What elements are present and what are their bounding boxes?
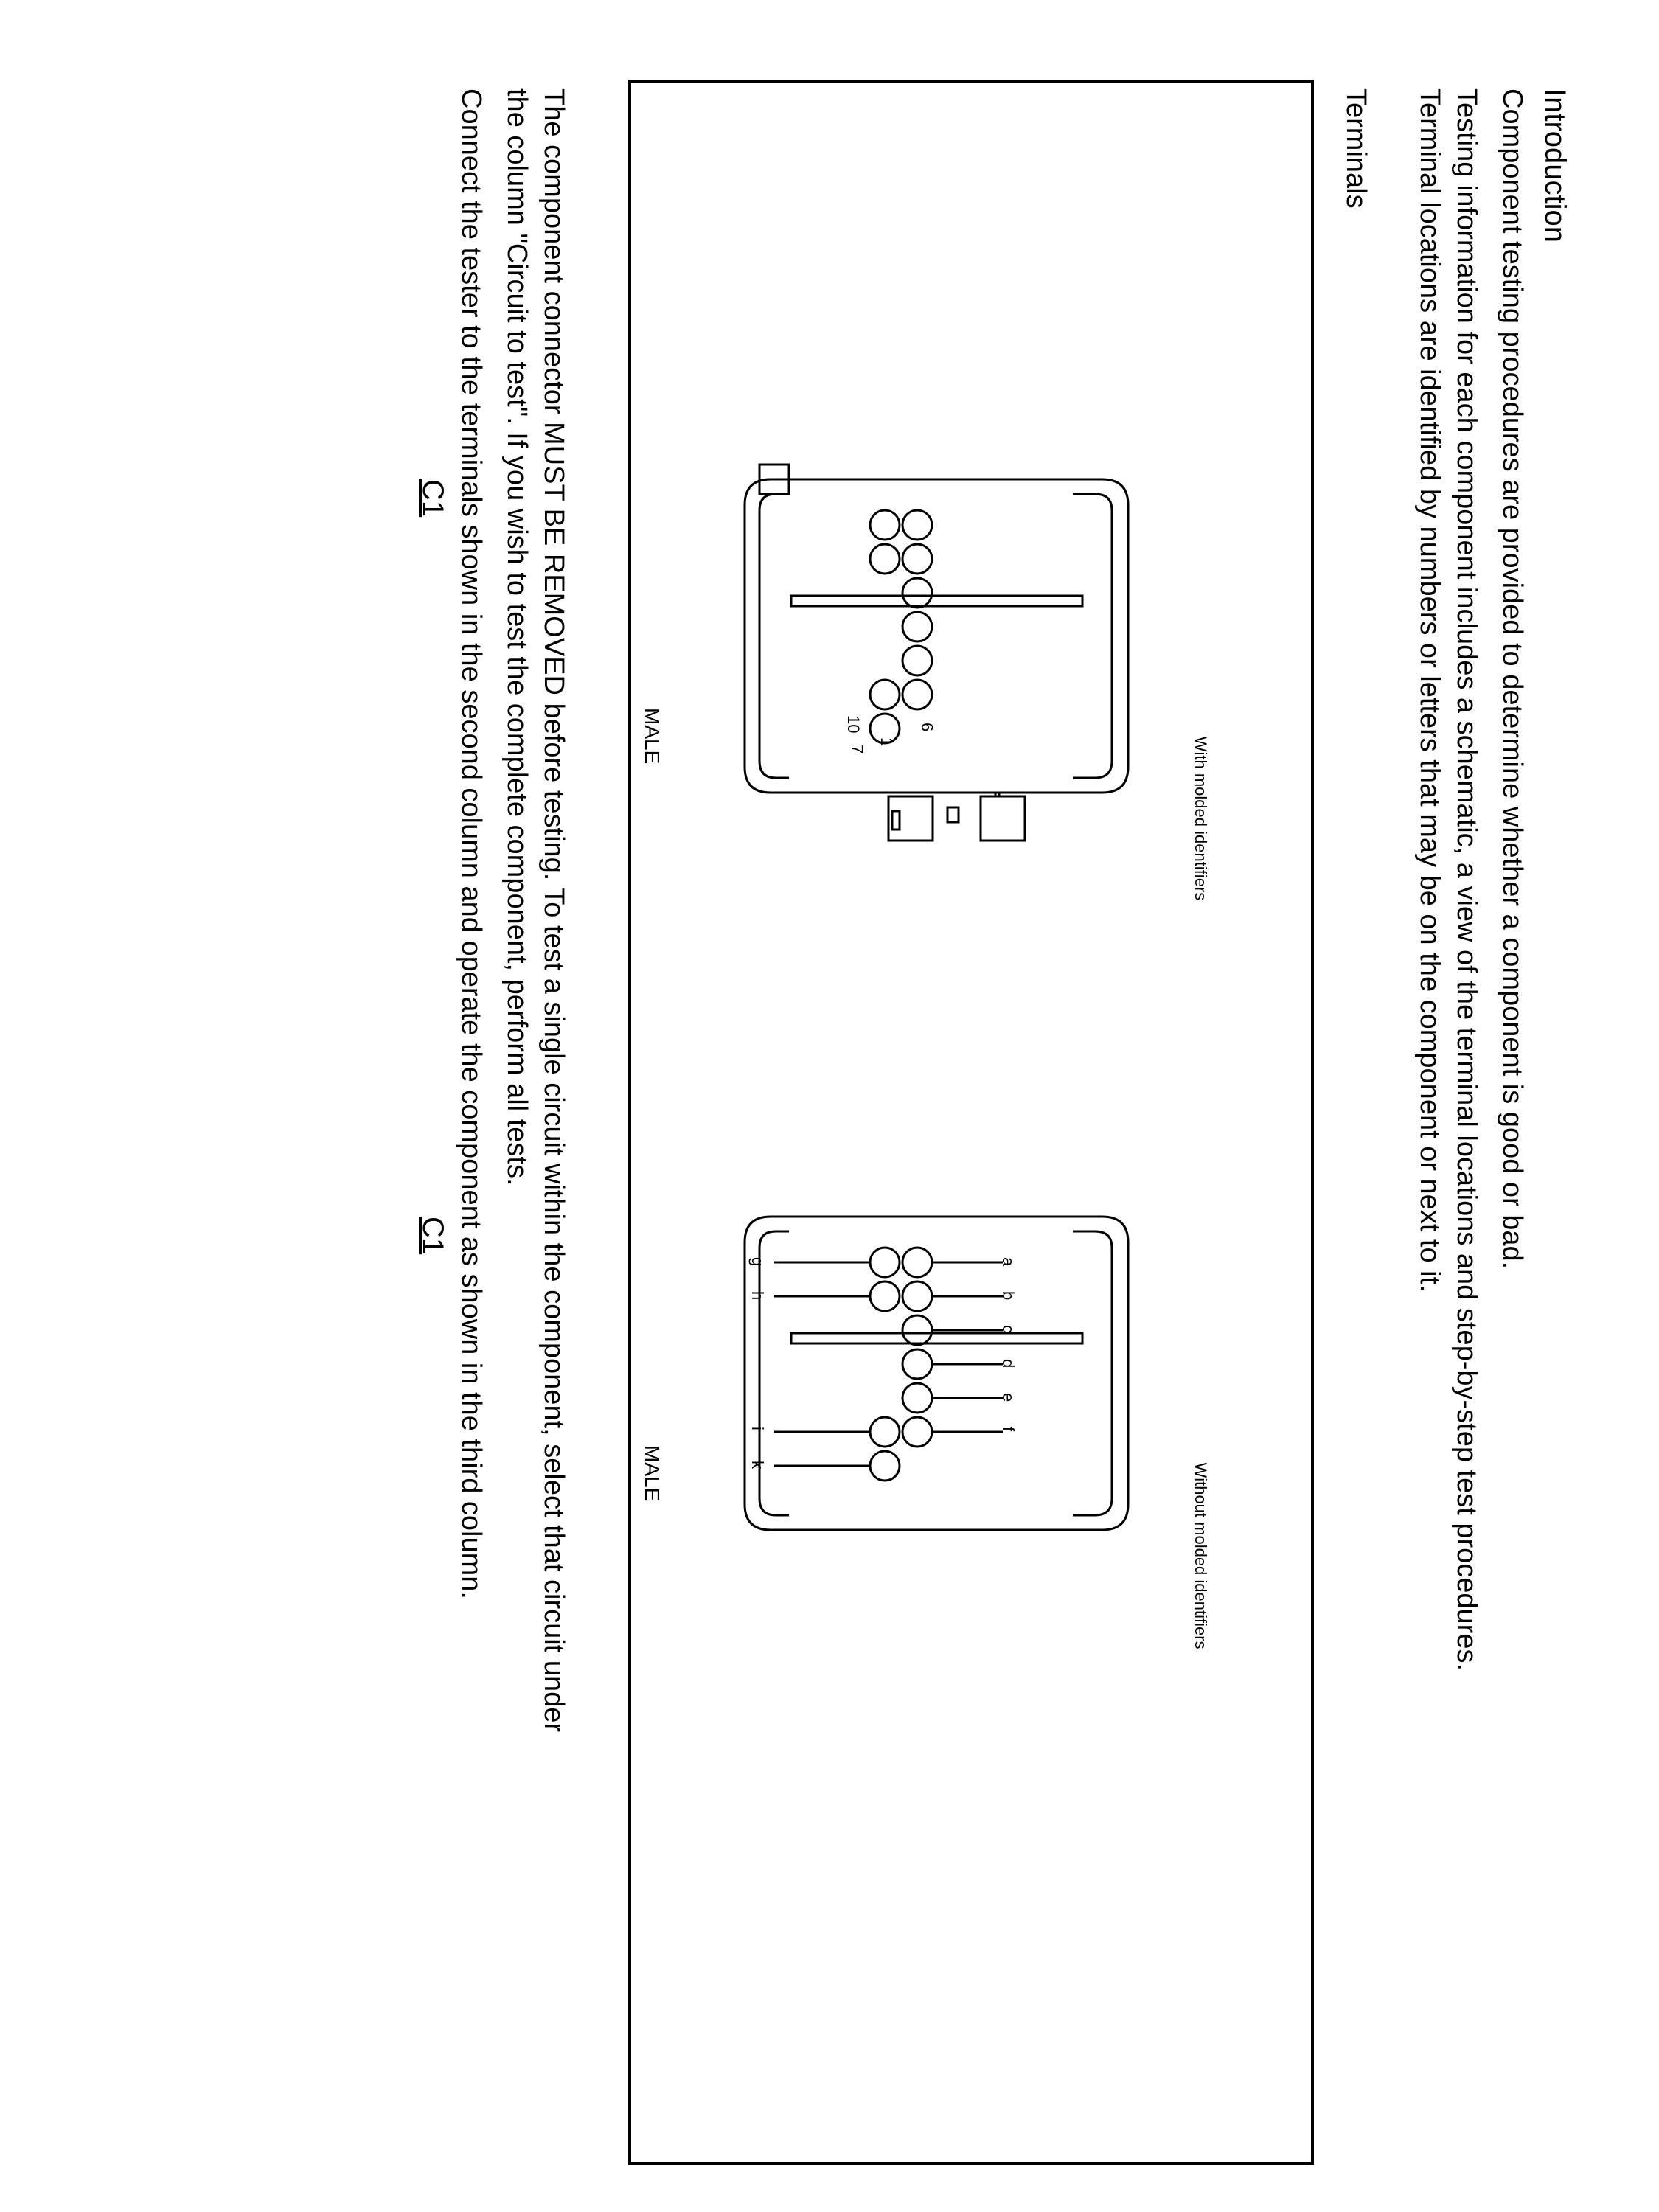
left-connector-note: With molded identifiers	[1192, 736, 1210, 901]
instruction-line-1: The component connector MUST BE REMOVED before testing. To test a single circuit within the component, select that circuit under	[538, 88, 569, 1732]
connector-with-identifiers	[745, 465, 1128, 841]
pin-label-b: b	[999, 1291, 1018, 1301]
instruction-line-2: the column "Circuit to test". If you wish to test the complete component, perform all tests.	[501, 88, 532, 1186]
pin-label-a: a	[999, 1257, 1018, 1267]
left-connector-gender: MALE	[641, 708, 664, 765]
connector-without-identifiers	[745, 1217, 1128, 1530]
pin-label-7: 7	[848, 745, 866, 754]
right-connector-label: C1	[417, 1217, 449, 1255]
intro-title: Introduction	[1539, 88, 1571, 243]
pin-label-d: d	[999, 1359, 1018, 1368]
pin-label-c: c	[999, 1325, 1018, 1333]
intro-line-2: Testing information for each component includes a schematic, a view of the terminal locations and step-by-step test procedures.	[1451, 88, 1482, 1671]
intro-line-3: Terminal locations are identified by numbers or letters that may be on the component or next to it.	[1414, 88, 1445, 1293]
pin-label-1: 1	[877, 737, 896, 747]
terminals-title: Terminals	[1340, 88, 1371, 209]
right-connector-gender: MALE	[641, 1445, 664, 1502]
pin-label-6: 6	[918, 723, 936, 732]
intro-line-1: Component testing procedures are provided to determine whether a component is good or bad.	[1497, 88, 1528, 1270]
pin-label-e: e	[999, 1393, 1018, 1402]
right-connector-note: Without molded identifiers	[1192, 1462, 1210, 1649]
instruction-line-3: Connect the tester to the terminals shown in the second column and operate the component as shown in the third column.	[456, 88, 487, 1599]
pin-label-i: i	[748, 1427, 767, 1430]
pin-label-10: 10	[844, 715, 863, 734]
pin-label-g: g	[748, 1257, 767, 1267]
pin-label-f: f	[999, 1427, 1018, 1432]
pin-label-k: k	[748, 1461, 767, 1469]
pin-label-h: h	[748, 1291, 767, 1301]
left-connector-label: C1	[417, 479, 449, 518]
